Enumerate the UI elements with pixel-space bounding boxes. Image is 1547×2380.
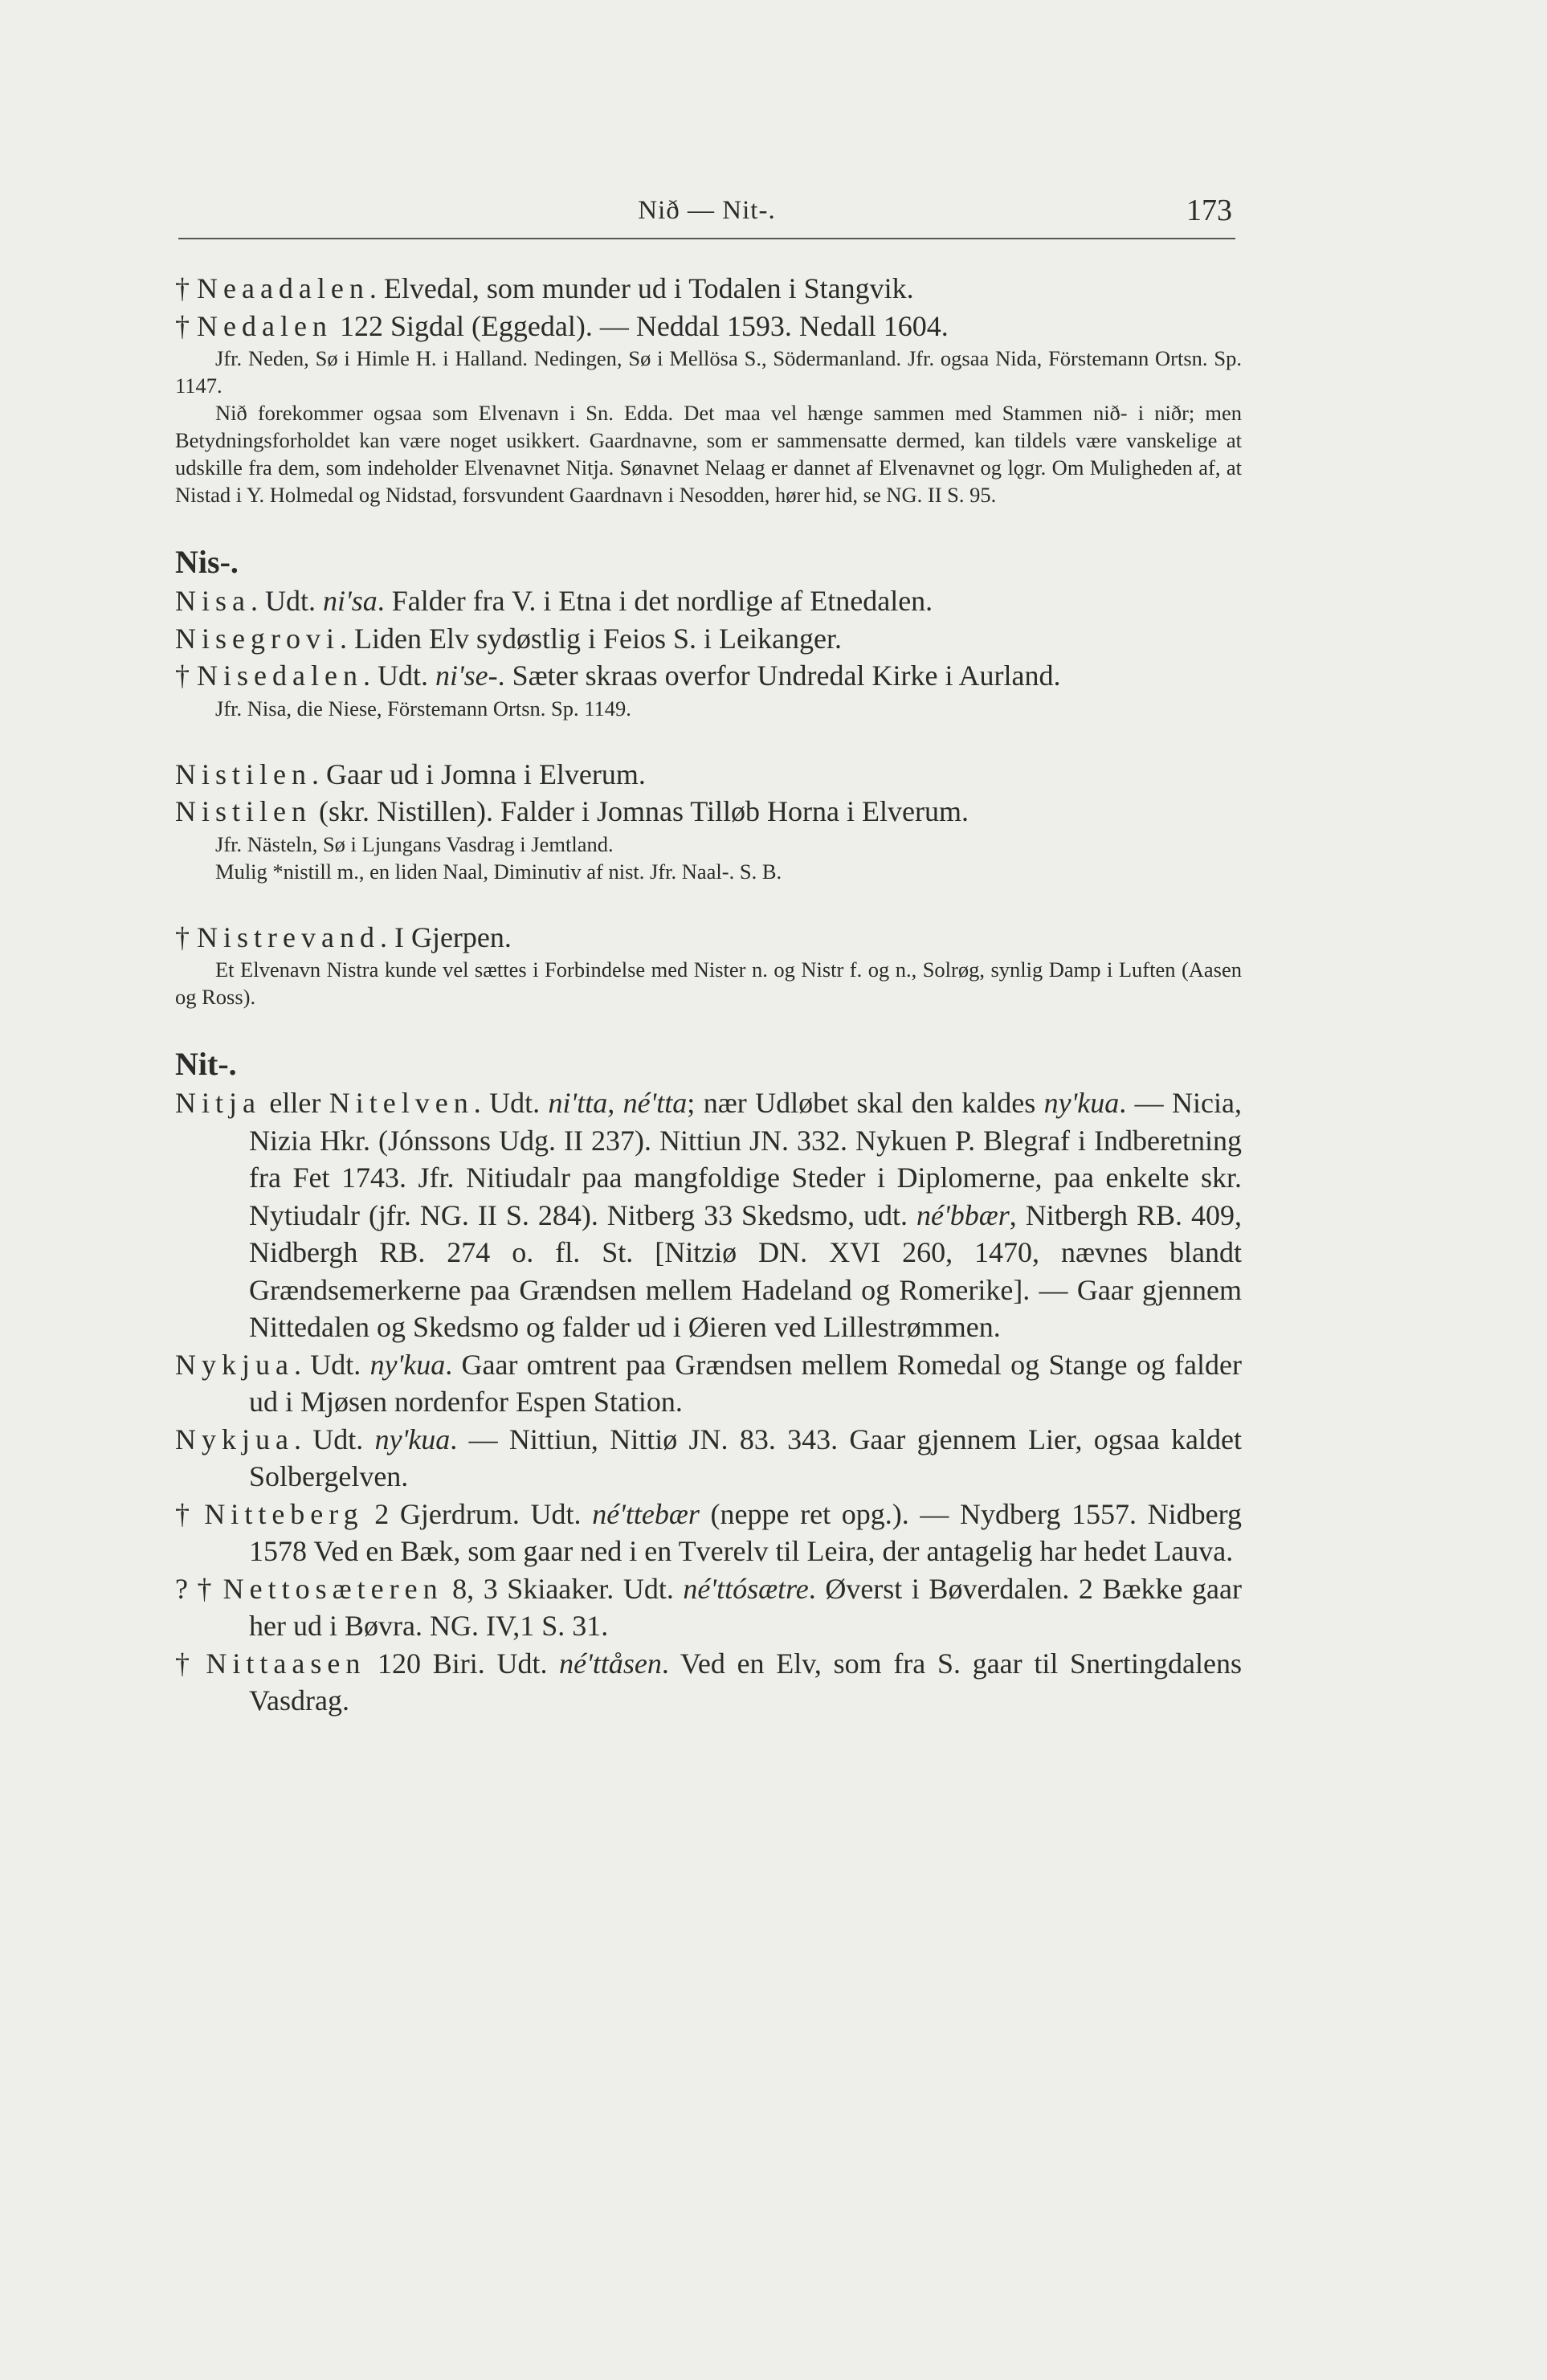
dagger-mark: † xyxy=(175,1647,206,1680)
pronunciation: ni'se- xyxy=(435,659,498,692)
entry-text: . Liden Elv sydøstlig i Feios S. i Leikanger. xyxy=(339,622,842,655)
pronunciation: ny'kua xyxy=(1043,1087,1120,1119)
entry-text: . I Gjerpen. xyxy=(379,921,512,953)
entry-headword: Nisegrovi xyxy=(175,622,340,655)
entry-headword: Nistrevand xyxy=(197,921,380,953)
entry-text: (neppe ret opg.). — Nydberg 1557. Nidberg 1578 Ved en Bæk, som gaar ned i en Tverelv til Leira, der antagelig har hedet Lauva. xyxy=(249,1497,1242,1567)
entry-text: . Udt. xyxy=(473,1087,549,1119)
pronunciation: ny'kua xyxy=(374,1423,451,1455)
entry-nitteberg xyxy=(175,1496,1242,1570)
entry-text: 2 Gjerdrum. Udt. xyxy=(363,1497,593,1530)
dagger-mark: † xyxy=(175,659,197,692)
entry-nisegrovi xyxy=(175,620,1242,658)
entry-headword: Nistilen xyxy=(175,795,312,827)
pronunciation: ny'kua xyxy=(369,1348,446,1381)
entry-nisa xyxy=(175,582,1242,620)
entry-headword: Nitelven xyxy=(329,1087,474,1119)
entry-text: ; nær Udløbet skal den kaldes xyxy=(687,1087,1044,1119)
entry-text: . Udt. xyxy=(293,1423,375,1455)
entry-text: (skr. Nistillen). Falder i Jomnas Tilløb Horna i Elverum. xyxy=(312,795,969,827)
entry-text: . Falder fra V. i Etna i det nordlige af Etnedalen. xyxy=(377,585,933,617)
entry-text: . Udt. xyxy=(362,659,435,692)
dagger-mark: ? † xyxy=(175,1572,223,1605)
pronunciation: né'ttebær xyxy=(592,1497,700,1530)
entry-nistilen-skr xyxy=(175,793,1242,831)
entry-headword: Nykjua xyxy=(175,1423,294,1455)
entry-nistrevand xyxy=(175,919,1242,957)
entry-text: . Øverst i Bøverdalen. 2 Bække gaar her ud i Bøvra. NG. IV,1 S. 31. xyxy=(249,1572,1242,1642)
entry-nitja xyxy=(175,1084,1242,1346)
entry-text: 122 Sigdal (Eggedal). — Neddal 1593. Nedall 1604. xyxy=(332,309,949,342)
section-heading-nit: Nit-. xyxy=(175,1046,237,1082)
dagger-mark: † xyxy=(175,1497,205,1530)
header-rule xyxy=(178,238,1235,239)
pronunciation: né'ttósætre xyxy=(683,1572,809,1605)
entry-headword: Nitja xyxy=(175,1087,261,1119)
note-paragraph: Jfr. Neden, Sø i Himle H. i Halland. Nedingen, Sø i Mellösa S., Södermanland. Jfr. ogsaa Nida, Förstemann Ortsn. Sp. 1147. xyxy=(175,346,1242,398)
note-paragraph: Et Elvenavn Nistra kunde vel sættes i Forbindelse med Nister n. og Nistr f. og n., Solrøg, synlig Damp i Luften (Aasen og Ross). xyxy=(175,957,1242,1009)
entry-text: . Ved en Elv, som fra S. gaar til Snertingdalens Vasdrag. xyxy=(249,1647,1243,1717)
entry-nisedalen xyxy=(175,657,1242,695)
dagger-mark: † xyxy=(175,921,197,953)
dagger-mark: † xyxy=(175,272,197,304)
entry-headword: Nitteberg xyxy=(204,1497,364,1530)
entry-headword: Nisedalen xyxy=(197,659,363,692)
entry-text: . Udt. xyxy=(293,1348,370,1381)
entry-nistilen xyxy=(175,756,1242,794)
pronunciation: ni'sa xyxy=(323,585,378,617)
entry-text: . Udt. xyxy=(251,585,323,617)
page-content xyxy=(175,270,1242,1720)
pronunciation: né'bbær xyxy=(916,1198,1010,1231)
entry-headword: Neaadalen xyxy=(197,272,369,304)
entry-text: 120 Biri. Udt. xyxy=(365,1647,560,1680)
note-paragraph: Jfr. Nästeln, Sø i Ljungans Vasdrag i Jemtland. xyxy=(215,831,614,856)
pronunciation: ni'tta, né'tta xyxy=(548,1087,688,1119)
entry-headword: Nedalen xyxy=(197,309,333,342)
dagger-mark: † xyxy=(175,309,197,342)
section-heading-nis: Nis-. xyxy=(175,544,239,580)
note-paragraph: Jfr. Nisa, die Niese, Förstemann Ortsn. Sp. 1149. xyxy=(215,696,631,721)
note-paragraph: Mulig *nistill m., en liden Naal, Diminutiv af nist. Jfr. Naal-. S. B. xyxy=(215,859,782,884)
entry-text: . — Nittiun, Nittiø JN. 83. 343. Gaar gjennem Lier, ogsaa kaldet Solbergelven. xyxy=(249,1423,1243,1492)
entry-headword: Nettosæteren xyxy=(222,1572,443,1605)
entry-nykjua-lier xyxy=(175,1421,1242,1496)
page-number: 173 xyxy=(1186,194,1232,227)
entry-headword: Nistilen xyxy=(175,757,312,790)
entry-nettosaeteren xyxy=(175,1570,1242,1645)
entry-neaadalen xyxy=(175,270,1242,308)
entry-text: 8, 3 Skiaaker. Udt. xyxy=(443,1572,684,1605)
entry-headword: Nykjua xyxy=(175,1348,294,1381)
entry-nittaasen xyxy=(175,1645,1242,1720)
entry-text: eller xyxy=(260,1087,329,1119)
note-paragraph: Nið forekommer ogsaa som Elvenavn i Sn. Edda. Det maa vel hænge sammen med Stammen nið- i niðr; men Betydningsforholdet kan være noget usikkert. Gaardnavne, som er sammensatte dermed, kan tildels være vanskelige at udskille fra dem, som indeholder Elvenavnet Nitja. Sønavnet Nelaag er dannet af Elvenavnet og lǫgr. Om Muligheden af, at Nistad i Y. Holmedal og Nidstad, forsvundent Gaardnavn i Nesodden, hører hid, se NG. II S. 95. xyxy=(175,401,1242,507)
running-head-title: Nið — Nit-. xyxy=(638,196,776,225)
entry-nykjua-romedal xyxy=(175,1346,1242,1421)
entry-text: . Elvedal, som munder ud i Todalen i Stangvik. xyxy=(369,272,914,304)
entry-text: , Nitbergh RB. 409, Nidbergh RB. 274 o. fl. St. [Nitziø DN. XVI 260, 1470, nævnes blandt Grændsemerkerne paa Grændsen mellem Hadeland og Romerike]. — Gaar gjennem Nittedalen og Skedsmo og falder ud i Øieren ved Lillestrømmen. xyxy=(249,1198,1243,1343)
entry-headword: Nisa xyxy=(175,585,251,617)
entry-text: . Gaar omtrent paa Grændsen mellem Romedal og Stange og falder ud i Mjøsen nordenfor Espen Station. xyxy=(249,1348,1242,1418)
entry-nedalen xyxy=(175,308,1242,345)
running-head xyxy=(178,191,1235,236)
pronunciation: né'ttåsen xyxy=(559,1647,662,1680)
entry-headword: Nittaasen xyxy=(206,1647,366,1680)
entry-text: . — Nicia, Nizia Hkr. (Jónssons Udg. II 237). Nittiun JN. 332. Nykuen P. Blegraf i Indberetning fra Fet 1743. Jfr. Nitiudalr paa mangfoldige Steder i Diplomerne, paa enkelte skr. Nytiudalr (jfr. NG. II S. 284). Nitberg 33 Skedsmo, udt. xyxy=(249,1087,1243,1231)
entry-text: . Sæter skraas overfor Undredal Kirke i Aurland. xyxy=(497,659,1061,692)
entry-text: . Gaar ud i Jomna i Elverum. xyxy=(312,757,646,790)
